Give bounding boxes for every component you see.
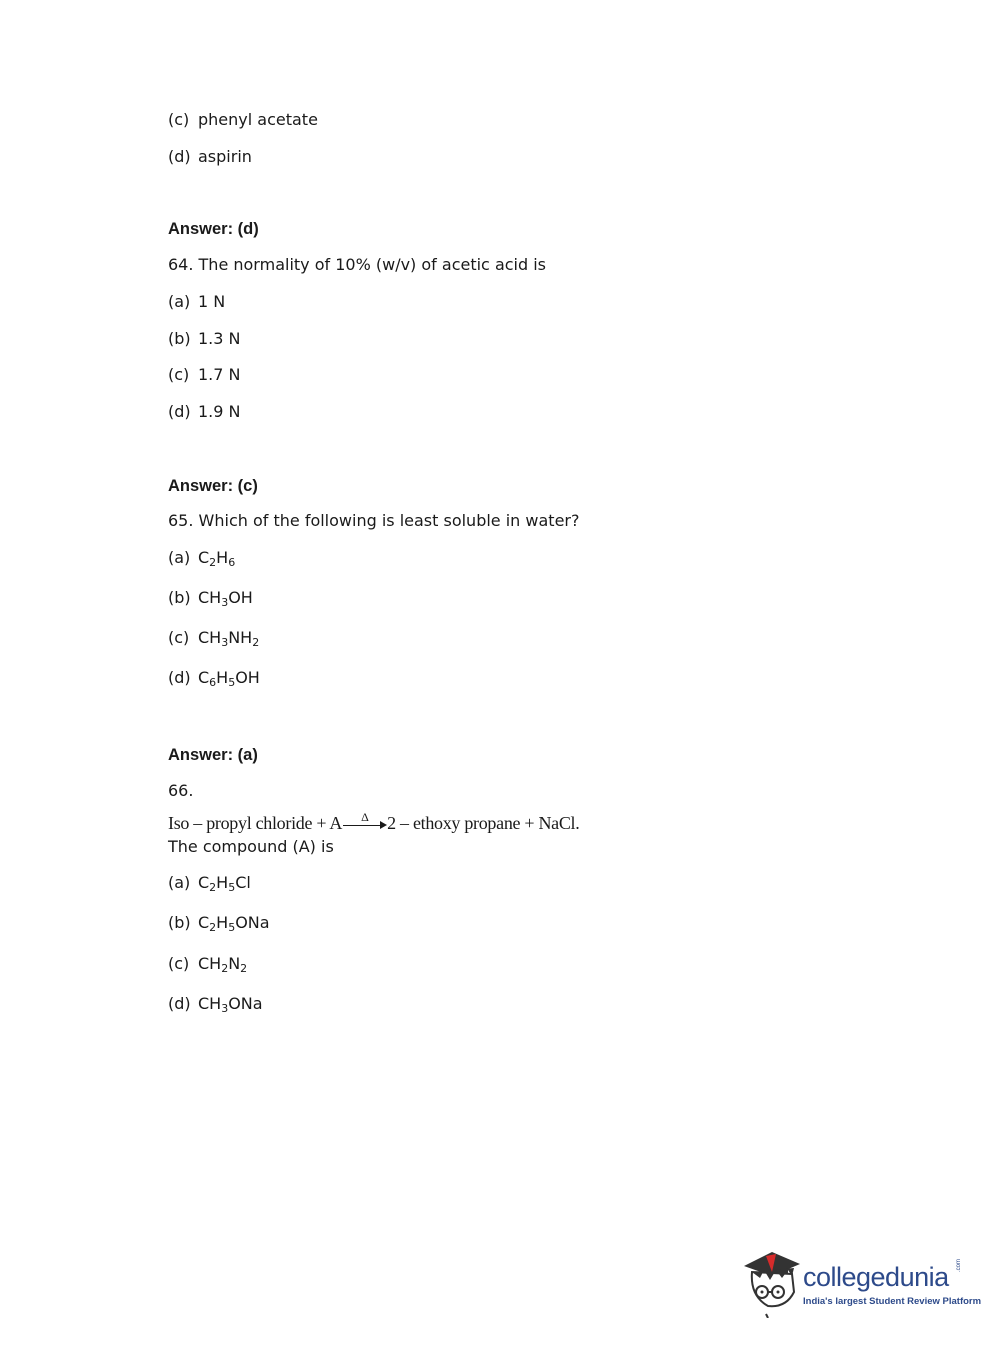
logo-wordmark: collegedunia bbox=[803, 1262, 949, 1292]
logo-domain-suffix: .com bbox=[956, 1258, 962, 1272]
q64-option-d: (d) 1.9 N bbox=[168, 402, 241, 421]
q65-option-a: (a) $C_2H_6$ bbox=[168, 548, 236, 569]
q65-option-c: (c) $CH_3NH_2$ bbox=[168, 628, 260, 649]
q66-option-b: (b) $C_2H_5ONa$ bbox=[168, 913, 270, 934]
answer-prev: Answer: (d) bbox=[168, 220, 259, 238]
q65-option-d: (d) $C_6H_5OH$ bbox=[168, 668, 260, 689]
q64-option-a: (a) 1 N bbox=[168, 292, 226, 311]
question-66-number: 66. bbox=[168, 781, 194, 800]
q64-option-c: (c) 1.7 N bbox=[168, 365, 241, 384]
q66-option-a: (a) $C_2H_5Cl$ bbox=[168, 873, 251, 894]
q66-option-d: (d) $CH_3ONa$ bbox=[168, 994, 263, 1015]
question-65: 65. Which of the following is least soluble in water? bbox=[168, 511, 580, 530]
reaction-equation: Iso – propyl chloride + A Δ 2 – ethoxy propane + NaCl. bbox=[168, 809, 580, 833]
logo-tagline: India's largest Student Review Platform bbox=[803, 1296, 982, 1307]
q66-option-c: (c) $CH_2N_2$ bbox=[168, 954, 248, 975]
option-d: (d) aspirin bbox=[168, 147, 252, 166]
answer-64: Answer: (c) bbox=[168, 477, 258, 495]
question-64: 64. The normality of 10% (w/v) of acetic acid is bbox=[168, 255, 547, 274]
option-c: (c) phenyl acetate bbox=[168, 110, 318, 129]
compound-line: The compound (A) is bbox=[168, 837, 334, 856]
q64-option-b: (b) 1.3 N bbox=[168, 329, 241, 348]
q65-option-b: (b) $CH_3OH$ bbox=[168, 588, 253, 609]
answer-65: Answer: (a) bbox=[168, 746, 258, 764]
reaction-arrow-icon: Δ bbox=[343, 818, 387, 832]
